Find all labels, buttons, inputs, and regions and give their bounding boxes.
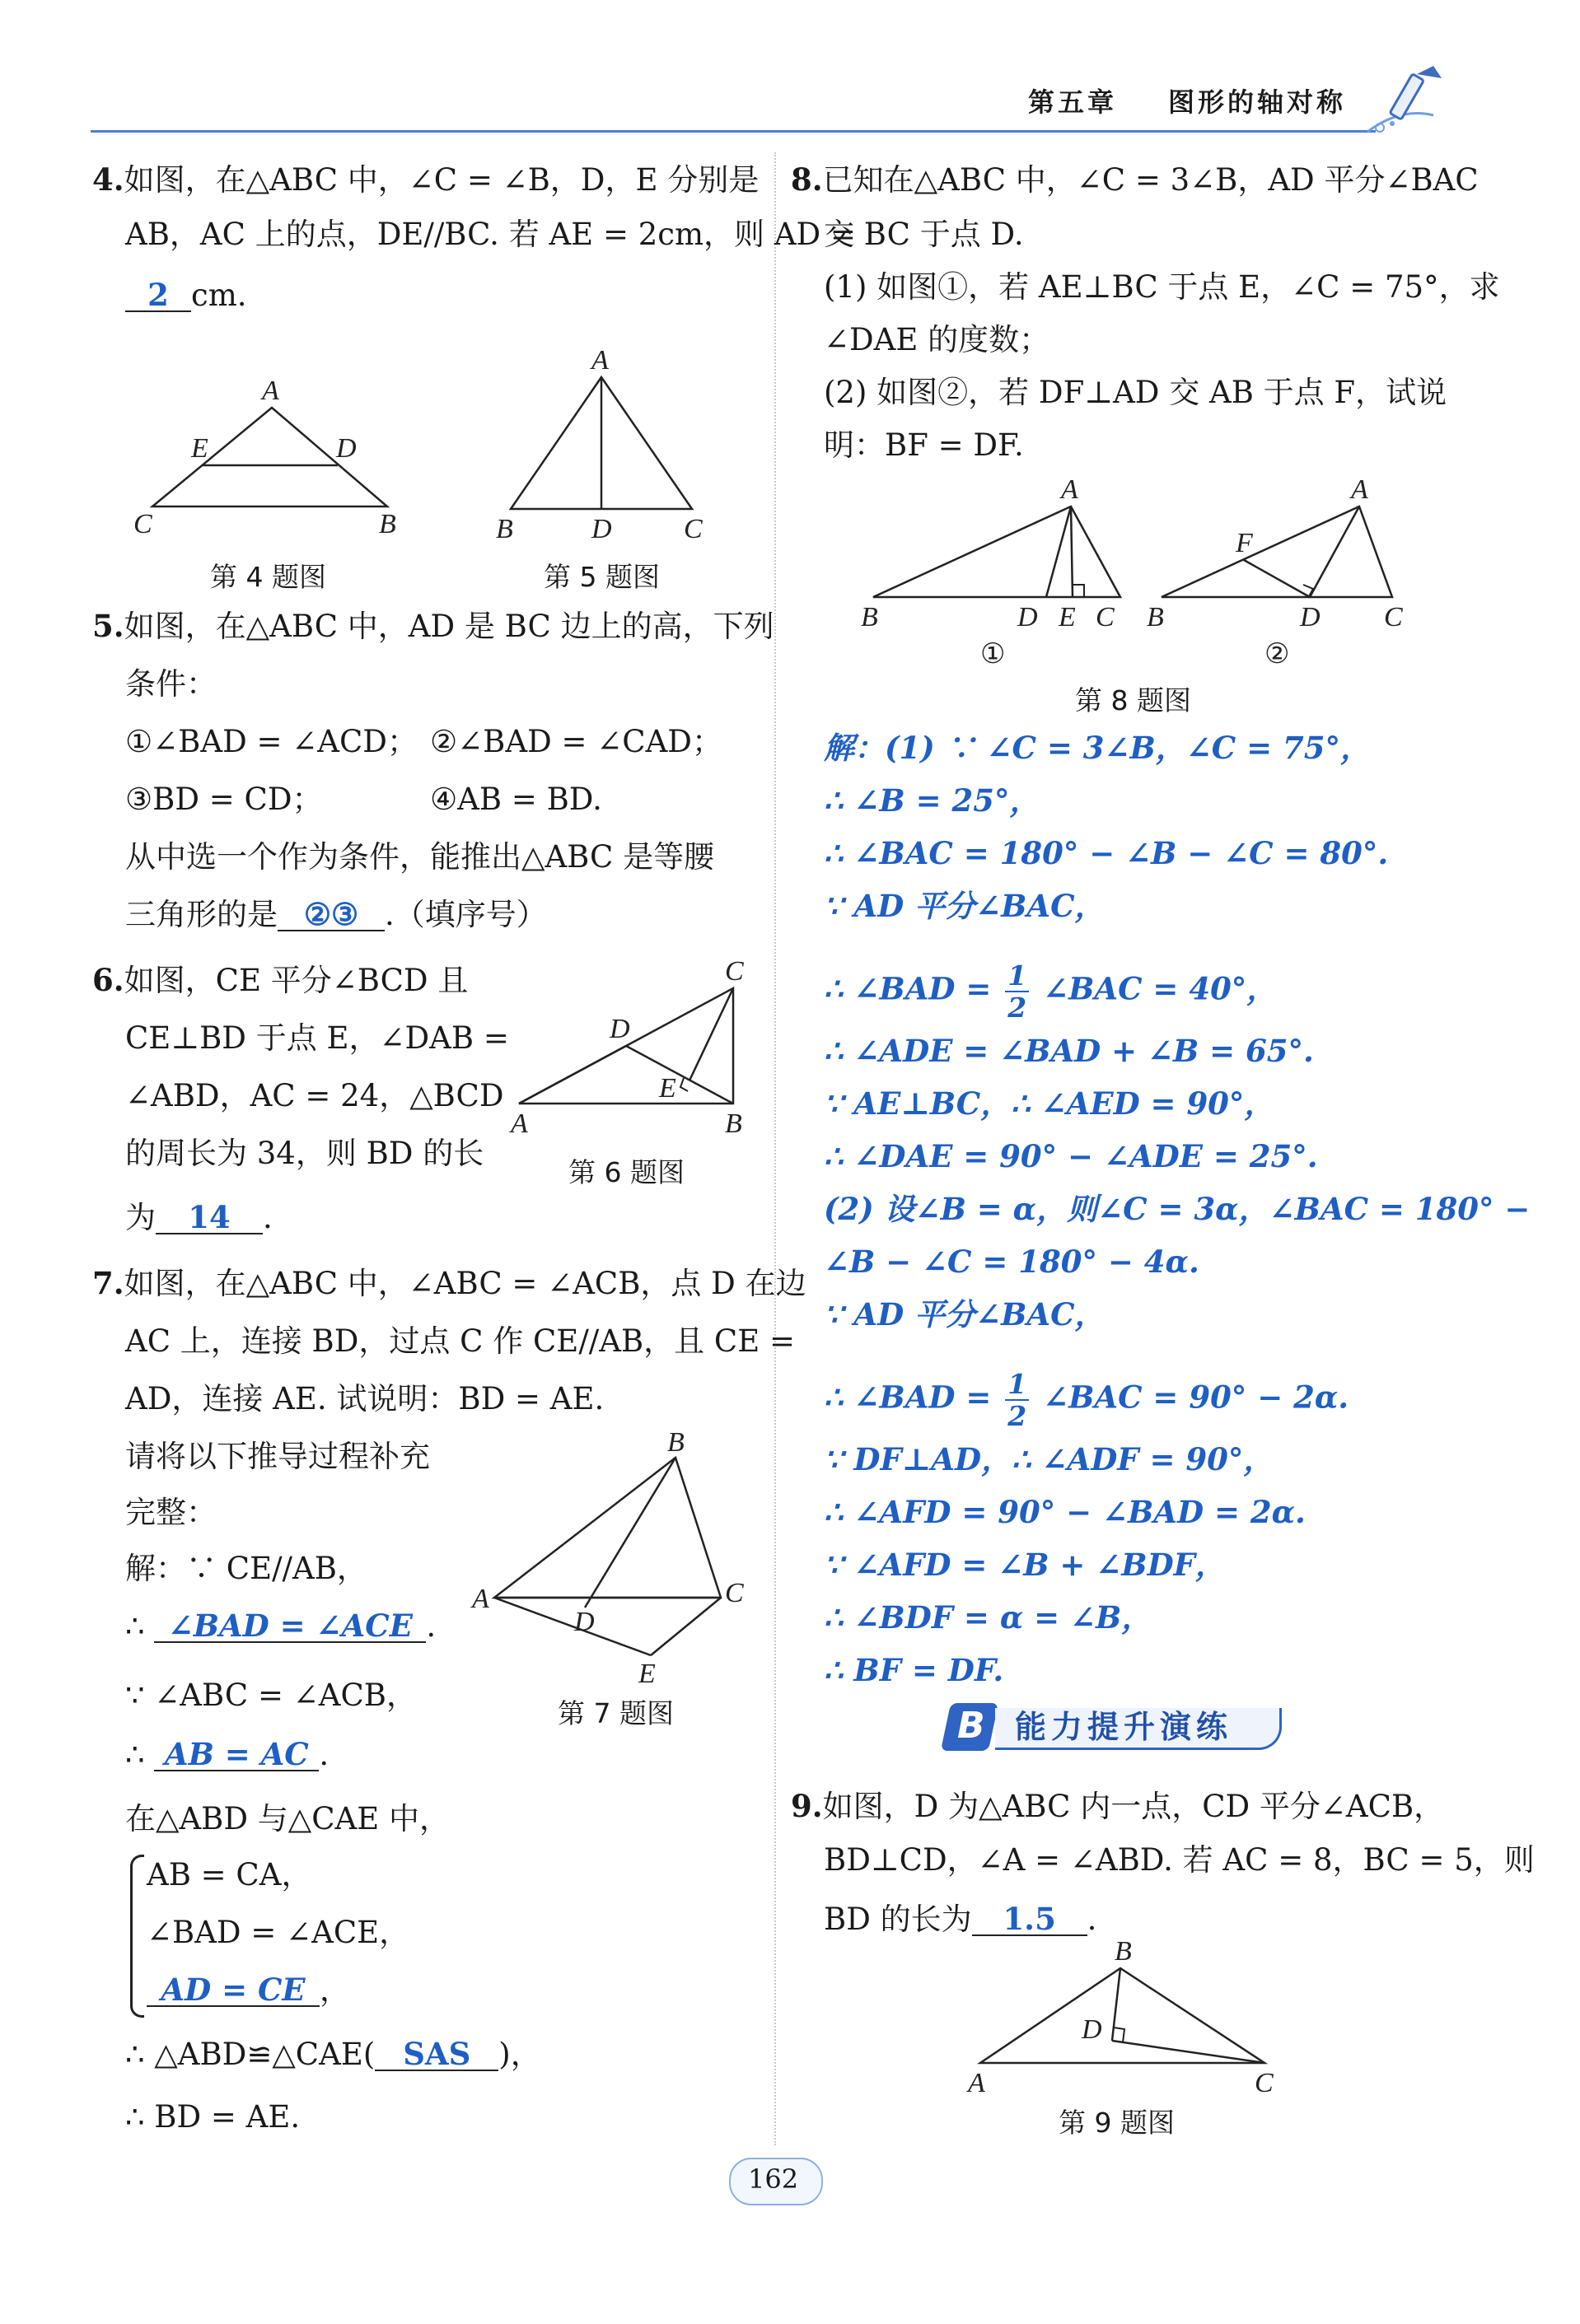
section-b-letter: B (957, 1705, 985, 1747)
fig7-label-D: D (574, 1607, 595, 1637)
fig5-label-D: D (591, 514, 612, 544)
q7-step1: 解：∵ CE//AB， (125, 1551, 367, 1586)
q7-step2: ∴ ∠BAD = ∠ACE . (125, 1608, 437, 1644)
fig6-label-B: B (725, 1108, 742, 1139)
q6-line3: ∠ABD，AC = 24，△BCD (125, 1078, 504, 1113)
q5-cond3: ③BD = CD； (125, 782, 323, 817)
q9-line2: BD⊥CD，∠A = ∠ABD. 若 AC = 8，BC = 5，则 (824, 1842, 1535, 1878)
q8-sol-line11: ∵ AD 平分∠BAC， (824, 1296, 1106, 1332)
fig6-label-A: A (511, 1108, 528, 1139)
q4-line3: 2 cm. (125, 280, 247, 312)
q7-brace-line1: AB = CA， (147, 1857, 312, 1892)
q8-sol-line2: ∴ ∠B = 25°， (824, 782, 1040, 819)
q8-sol-line6: ∴ ∠ADE = ∠BAD + ∠B = 65°. (824, 1033, 1314, 1069)
fig8b-label-A: A (1351, 474, 1368, 505)
section-b-banner (946, 1703, 1292, 1754)
q5-answer-blank[interactable]: ②③ (278, 899, 385, 931)
fig6-label-C: C (725, 956, 744, 987)
fig8-caption: 第 8 题图 (1075, 684, 1191, 716)
fig4-label-E: E (191, 433, 208, 464)
q5-line2: 条件： (125, 666, 217, 702)
fig6-label-D: D (610, 1014, 630, 1044)
q8-sol-line17: ∴ BF = DF. (824, 1652, 1004, 1688)
q6-line5: 为 14 . (125, 1199, 273, 1235)
figure-7 (465, 1433, 770, 1688)
figure-6 (503, 955, 758, 1149)
section-b-title: 能力提升演练 (1015, 1709, 1233, 1745)
chapter-title: 图形的轴对称 (1168, 86, 1347, 118)
fig5-label-C: C (684, 514, 703, 544)
fig9-label-A: A (968, 2068, 985, 2098)
q7-answer4-blank[interactable]: SAS (375, 2039, 498, 2071)
fig8a-label-E: E (1059, 602, 1076, 632)
page-number: 162 (748, 2163, 799, 2195)
fig9-caption: 第 9 题图 (1059, 2107, 1175, 2139)
header-rule (91, 130, 1376, 133)
fig7-label-A: A (472, 1584, 489, 1614)
q8-sol-line10: ∠B − ∠C = 180° − 4α. (824, 1244, 1199, 1280)
fig6-caption: 第 6 题图 (568, 1156, 685, 1188)
fig8b-label-F: F (1236, 528, 1253, 558)
q8-line2: 交 BC 于点 D. (824, 217, 1024, 252)
q7-brace-line2: ∠BAD = ∠ACE， (147, 1915, 410, 1950)
pencil-decoration-icon (1351, 58, 1450, 148)
q5-cond4: ④AB = BD. (430, 782, 602, 817)
q7-answer2-blank[interactable]: AB = AC (154, 1739, 319, 1771)
q7-line3: AD，连接 AE. 试说明：BD = AE. (125, 1381, 605, 1416)
q6-answer-blank[interactable]: 14 (156, 1202, 263, 1234)
q8-sol-line7: ∵ AE⊥BC，∴ ∠AED = 90°， (824, 1085, 1275, 1122)
fig7-label-B: B (667, 1433, 685, 1458)
q5-line3: 从中选一个作为条件，能推出△ABC 是等腰 (125, 839, 715, 875)
q7-step7: ∴ BD = AE. (125, 2099, 301, 2135)
q8-sol-line16: ∴ ∠BDF = α = ∠B， (824, 1599, 1152, 1636)
fig9-label-C: C (1255, 2068, 1274, 2098)
fig5-caption: 第 5 题图 (544, 561, 660, 593)
chapter-label: 第五章 (1028, 86, 1118, 118)
q7-line5: 完整： (125, 1495, 217, 1530)
q4-line1: 4.如图，在△ABC 中，∠C = ∠B，D，E 分别是 (92, 161, 760, 198)
figure-9 (960, 1935, 1297, 2108)
q7-answer3-blank[interactable]: AD = CE (147, 1975, 320, 2007)
q8-sol-line1: 解：(1) ∵ ∠C = 3∠B，∠C = 75°， (824, 730, 1371, 766)
q8-line5: (2) 如图②，若 DF⊥AD 交 AB 于点 F，试说 (824, 375, 1447, 410)
fig8b-tag: ② (1264, 639, 1290, 670)
fig7-label-C: C (725, 1578, 744, 1608)
fig8a-label-A: A (1061, 474, 1078, 505)
q8-sol-line4: ∵ AD 平分∠BAC， (824, 888, 1106, 924)
q5-line1: 5.如图，在△ABC 中，AD 是 BC 边上的高，下列 (92, 608, 774, 644)
figure-8 (848, 469, 1458, 675)
q8-sol-line8: ∴ ∠DAE = 90° − ∠ADE = 25°. (824, 1138, 1318, 1174)
fig6-label-E: E (659, 1073, 676, 1104)
q7-brace-line3: AD = CE ， (147, 1975, 350, 2007)
fig8b-label-B: B (1147, 602, 1164, 632)
q9-line1: 9.如图，D 为△ABC 内一点，CD 平分∠ACB， (791, 1788, 1445, 1824)
fig9-label-B: B (1115, 1936, 1132, 1967)
q7-line4: 请将以下推导过程补充 (125, 1439, 430, 1474)
fig8b-label-D: D (1300, 602, 1321, 632)
fig4-caption: 第 4 题图 (210, 561, 326, 593)
q7-step5: 在△ABD 与△CAE 中， (125, 1801, 451, 1836)
q7-step6: ∴ △ABD≌△CAE( SAS )， (125, 2036, 541, 2072)
fig4-label-A: A (262, 376, 279, 406)
fig8a-tag: ① (980, 639, 1006, 670)
fig4-label-D: D (336, 433, 357, 464)
q6-line2: CE⊥BD 于点 E，∠DAB = (125, 1020, 509, 1056)
q8-sol-line13: ∵ DF⊥AD，∴ ∠ADF = 90°， (824, 1441, 1274, 1477)
q8-sol-line9: (2) 设∠B = α，则∠C = 3α，∠BAC = 180° − (824, 1191, 1531, 1227)
q6-line1: 6.如图，CE 平分∠BCD 且 (92, 962, 469, 998)
q6-line4: 的周长为 34，则 BD 的长 (125, 1136, 484, 1171)
fig8a-label-B: B (861, 602, 878, 632)
q7-answer1-blank[interactable]: ∠BAD = ∠ACE (154, 1611, 426, 1643)
q5-line4: 三角形的是 ②③ .（填序号） (125, 896, 547, 932)
q9-line3: BD 的长为 1.5 . (824, 1901, 1097, 1937)
q8-sol-line15: ∵ ∠AFD = ∠B + ∠BDF， (824, 1547, 1226, 1583)
fig8b-label-C: C (1384, 602, 1403, 632)
fig7-label-E: E (638, 1659, 656, 1688)
fig5-label-A: A (591, 345, 609, 376)
q7-step4: ∴ AB = AC . (125, 1736, 330, 1772)
q9-answer-blank[interactable]: 1.5 (972, 1904, 1087, 1936)
q8-sol-line5: ∴ ∠BAD = $\frac{1}{2}$ ∠BAC = 40°， (824, 959, 1278, 1024)
q7-line1: 7.如图，在△ABC 中，∠ABC = ∠ACB，点 D 在边 (92, 1265, 806, 1301)
fig8a-label-C: C (1096, 602, 1115, 632)
fig5-label-B: B (496, 514, 513, 544)
fig4-label-C: C (133, 509, 152, 539)
q7-step3: ∵ ∠ABC = ∠ACB， (125, 1678, 417, 1713)
fig8a-label-D: D (1017, 602, 1038, 632)
q8-line4: ∠DAE 的度数； (824, 322, 1050, 357)
q7-brace (130, 1855, 144, 2018)
q8-sol-line3: ∴ ∠BAC = 180° − ∠B − ∠C = 80°. (824, 835, 1389, 871)
column-divider (774, 152, 776, 2145)
fig9-label-D: D (1082, 2014, 1102, 2045)
figure-4 (124, 375, 420, 552)
q5-cond2: ②∠BAD = ∠CAD； (430, 724, 722, 759)
fig4-label-B: B (379, 509, 396, 539)
q4-line2: AB，AC 上的点，DE//BC. 若 AE = 2cm，则 AD = (125, 217, 856, 252)
fig7-caption: 第 7 题图 (558, 1697, 674, 1729)
q7-line2: AC 上，连接 BD，过点 C 作 CE//AB，且 CE = (125, 1323, 796, 1359)
q8-line1: 8.已知在△ABC 中，∠C = 3∠B，AD 平分∠BAC (791, 161, 1479, 198)
figure-5 (486, 344, 725, 550)
q4-answer-blank[interactable]: 2 (125, 280, 191, 312)
q8-sol-line12: ∴ ∠BAD = $\frac{1}{2}$ ∠BAC = 90° − 2α. (824, 1368, 1349, 1432)
q8-line6: 明：BF = DF. (824, 427, 1024, 463)
q8-line3: (1) 如图①，若 AE⊥BC 于点 E，∠C = 75°，求 (824, 269, 1500, 305)
q5-cond1: ①∠BAD = ∠ACD； (125, 724, 418, 759)
q8-sol-line14: ∴ ∠AFD = 90° − ∠BAD = 2α. (824, 1494, 1306, 1530)
